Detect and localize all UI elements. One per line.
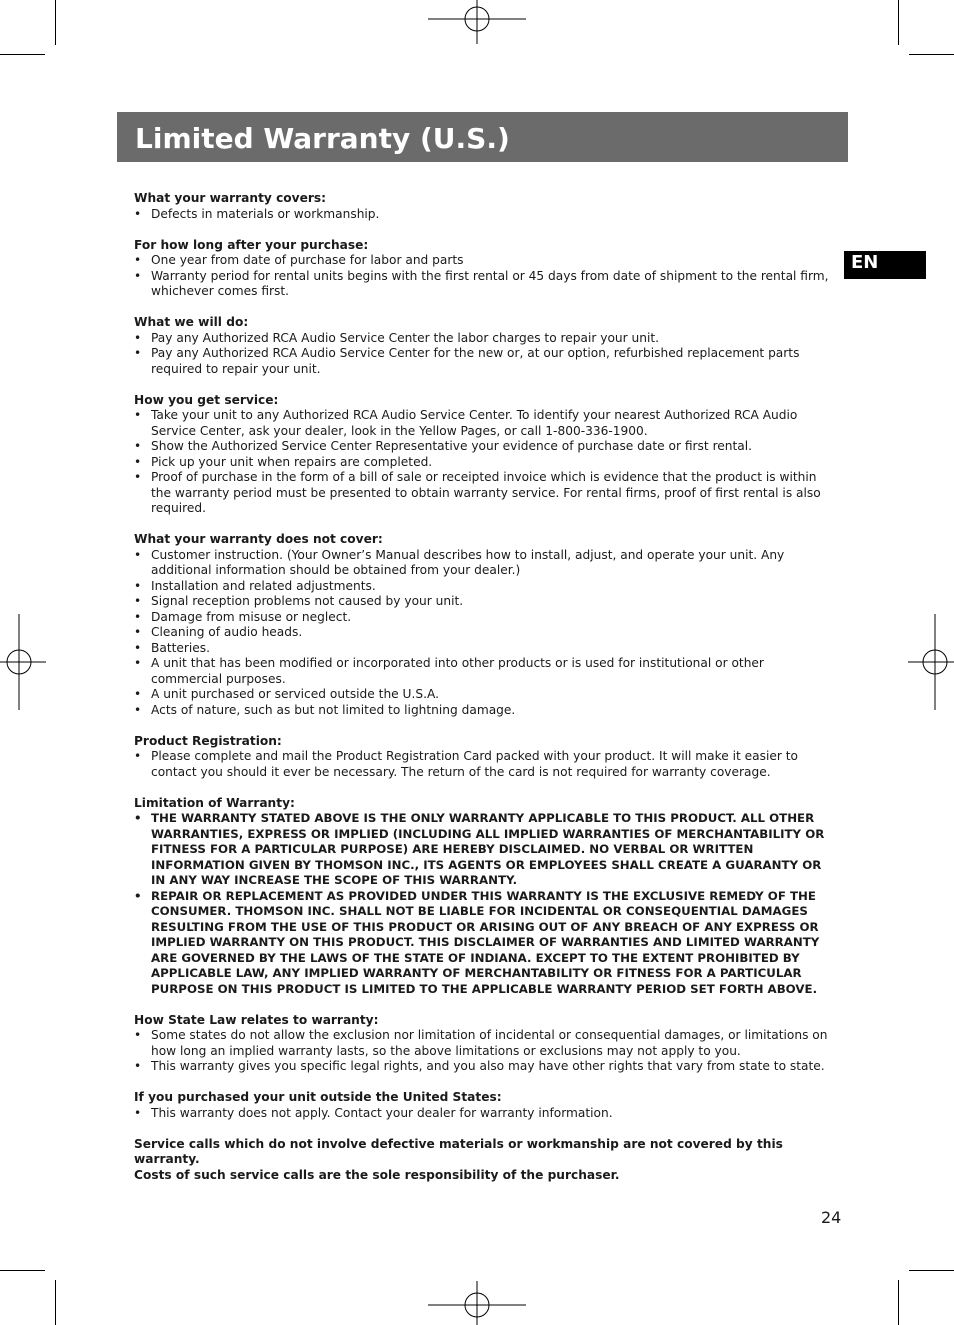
- section-heading: How you get service:: [134, 392, 279, 407]
- list-item: • Pay any Authorized RCA Audio Service Center the labor charges to repair your unit.: [134, 331, 834, 347]
- list-item: • THE WARRANTY STATED ABOVE IS THE ONLY WARRANTY APPLICABLE TO THIS PRODUCT. ALL OTHER WARRANTIES, EXPRESS OR IMPLIED (INCLUDING ALL IMPLIED WARRANTIES OF MERCHANTABILITY OR FITNESS FOR A PARTICULAR PURPOSE) ARE HEREBY DISCLAIMED. NO VERBAL OR WRITTEN INFORMATION GIVEN BY THOMSON INC., ITS AGENTS OR EMPLOYEES SHALL CREATE A GUARANTY OR IN ANY WAY INCREASE THE SCOPE OF THIS WARRANTY.: [134, 811, 834, 889]
- note-line: Costs of such service calls are the sole responsibility of the purchaser.: [134, 1167, 620, 1182]
- list-item: • Damage from misuse or neglect.: [134, 610, 834, 626]
- section-limitation: [134, 796, 834, 998]
- bullet-list: [134, 331, 834, 378]
- section-heading: How State Law relates to warranty:: [134, 1012, 379, 1027]
- section-outside-us: [134, 1090, 834, 1121]
- crop-mark: [0, 54, 45, 55]
- note-line: Service calls which do not involve defective materials or workmanship are not covered by this warranty.: [134, 1136, 783, 1166]
- registration-mark-icon: [0, 614, 46, 710]
- crop-mark: [898, 0, 899, 45]
- list-item: • This warranty does not apply. Contact your dealer for warranty information.: [134, 1106, 834, 1122]
- section-registration: [134, 734, 834, 781]
- list-item: • A unit that has been modified or incorporated into other products or is used for institutional or other commercial purposes.: [134, 656, 834, 687]
- list-item: • Show the Authorized Service Center Representative your evidence of purchase date or first rental.: [134, 439, 834, 455]
- page-number: 24: [821, 1208, 842, 1227]
- list-item: • Batteries.: [134, 641, 834, 657]
- list-item: • REPAIR OR REPLACEMENT AS PROVIDED UNDER THIS WARRANTY IS THE EXCLUSIVE REMEDY OF THE CONSUMER. THOMSON INC. SHALL NOT BE LIABLE FOR INCIDENTAL OR CONSEQUENTIAL DAMAGES RESULTING FROM THE USE OF THIS PRODUCT OR ARISING OUT OF ANY BREACH OF ANY EXPRESS OR IMPLIED WARRANTY ON THIS PRODUCT. THIS DISCLAIMER OF WARRANTIES AND LIMITED WARRANTY ARE GOVERNED BY THE LAWS OF THE STATE OF INDIANA. EXCEPT TO THE EXTENT PROHIBITED BY APPLICABLE LAW, ANY IMPLIED WARRANTY OF MERCHANTABILITY OR FITNESS FOR A PARTICULAR PURPOSE ON THIS PRODUCT IS LIMITED TO THE APPLICABLE WARRANTY PERIOD SET FORTH ABOVE.: [134, 889, 834, 998]
- crop-mark: [909, 54, 954, 55]
- list-item: • Customer instruction. (Your Owner’s Manual describes how to install, adjust, and operate your unit. Any additional information should be obtained from your dealer.): [134, 548, 834, 579]
- crop-mark: [909, 1270, 954, 1271]
- list-item: • Cleaning of audio heads.: [134, 625, 834, 641]
- title-bar: [117, 112, 848, 162]
- section-coverage: [134, 191, 834, 222]
- list-item: • A unit purchased or serviced outside the U.S.A.: [134, 687, 834, 703]
- registration-mark-icon: [908, 614, 954, 710]
- list-item: • Signal reception problems not caused by your unit.: [134, 594, 834, 610]
- language-tab: EN: [844, 251, 926, 279]
- list-item: • Some states do not allow the exclusion nor limitation of incidental or consequential damages, or limitations on how long an implied warranty lasts, so the above limitations or exclusions may not apply to you.: [134, 1028, 834, 1059]
- registration-mark-icon: [428, 0, 526, 44]
- crop-mark: [0, 1270, 45, 1271]
- bullet-list: [134, 811, 834, 997]
- list-item: • This warranty gives you specific legal rights, and you also may have other rights that vary from state to state.: [134, 1059, 834, 1075]
- section-not-covered: [134, 532, 834, 718]
- section-get-service: [134, 393, 834, 517]
- list-item: • Installation and related adjustments.: [134, 579, 834, 595]
- bullet-list: [134, 1106, 834, 1122]
- crop-mark: [55, 0, 56, 45]
- section-duration: [134, 238, 834, 300]
- registration-mark-icon: [428, 1281, 526, 1325]
- list-item: • Pick up your unit when repairs are completed.: [134, 455, 834, 471]
- list-item: • Warranty period for rental units begins with the first rental or 45 days from date of shipment to the rental firm, whichever comes first.: [134, 269, 834, 300]
- page-title: Limited Warranty (U.S.): [135, 122, 510, 155]
- bullet-list: [134, 749, 834, 780]
- section-heading: If you purchased your unit outside the United States:: [134, 1090, 502, 1104]
- service-call-note: [134, 1137, 834, 1184]
- crop-mark: [898, 1280, 899, 1325]
- bullet-list: [134, 207, 834, 223]
- list-item: • One year from date of purchase for labor and parts: [134, 253, 834, 269]
- bullet-list: [134, 548, 834, 719]
- crop-mark: [55, 1280, 56, 1325]
- bullet-list: [134, 408, 834, 517]
- section-heading: Limitation of Warranty:: [134, 795, 295, 810]
- section-heading: Product Registration:: [134, 733, 282, 748]
- section-heading: What we will do:: [134, 315, 249, 329]
- section-heading: What your warranty does not cover:: [134, 532, 383, 546]
- list-item: • Pay any Authorized RCA Audio Service Center for the new or, at our option, refurbished replacement parts required to repair your unit.: [134, 346, 834, 377]
- list-item: • Please complete and mail the Product Registration Card packed with your product. It will make it easier to contact you should it ever be necessary. The return of the card is not required for warranty coverage.: [134, 749, 834, 780]
- section-heading: What your warranty covers:: [134, 191, 327, 205]
- section-state-law: [134, 1013, 834, 1075]
- warranty-content: [134, 191, 834, 1183]
- bullet-list: [134, 253, 834, 300]
- list-item: • Take your unit to any Authorized RCA Audio Service Center. To identify your nearest Authorized RCA Audio Service Center, ask your dealer, look in the Yellow Pages, or call 1-800-336-1900.: [134, 408, 834, 439]
- list-item: • Proof of purchase in the form of a bill of sale or receipted invoice which is evidence that the product is within the warranty period must be presented to obtain warranty service. For rental firms, proof of first rental is also required.: [134, 470, 834, 517]
- list-item: • Acts of nature, such as but not limited to lightning damage.: [134, 703, 834, 719]
- section-what-we-do: [134, 315, 834, 377]
- bullet-list: [134, 1028, 834, 1075]
- section-heading: For how long after your purchase:: [134, 237, 369, 252]
- list-item: • Defects in materials or workmanship.: [134, 207, 834, 223]
